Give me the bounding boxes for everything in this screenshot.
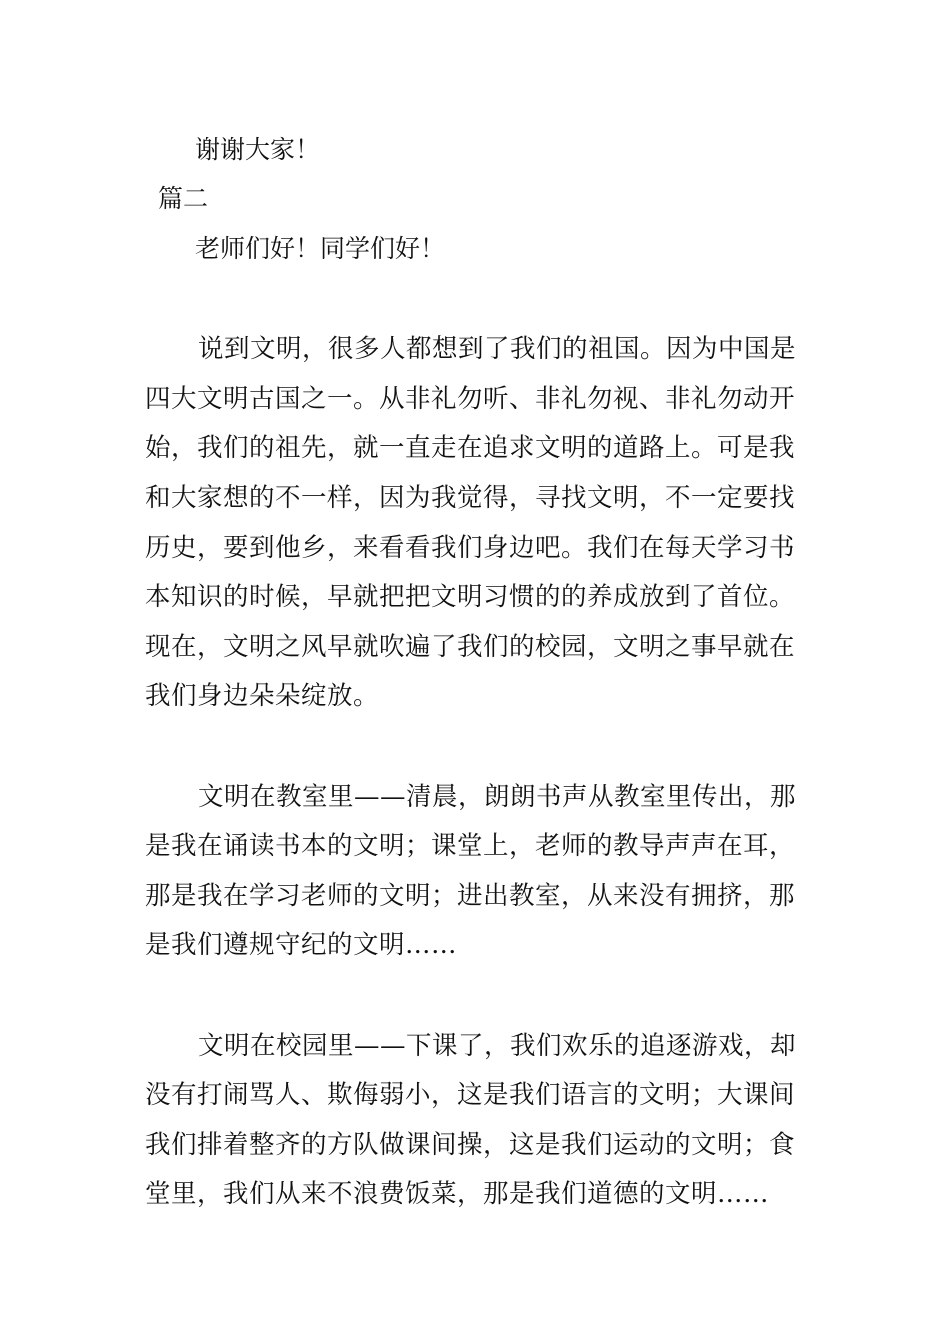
paragraph-1-line-1: 说到文明，很多人都想到了我们的祖国。因为中国是 (198, 334, 797, 364)
paragraph-3-line-1: 文明在校园里——下课了，我们欢乐的追逐游戏，却 (198, 1031, 797, 1061)
paragraph-1-line-7: 现在，文明之风早就吹遍了我们的校园，文明之事早就在 (145, 632, 796, 662)
paragraph-3-line-2: 没有打闹骂人、欺侮弱小，这是我们语言的文明；大课间 (145, 1080, 796, 1110)
greeting-line: 老师们好！同学们好！ (195, 234, 446, 263)
closing-line: 谢谢大家！ (195, 135, 321, 164)
paragraph-2-line-2: 是我在诵读书本的文明；课堂上，老师的教导声声在耳， (145, 831, 796, 861)
paragraph-2-line-1: 文明在教室里——清晨，朗朗书声从教室里传出，那 (198, 782, 797, 812)
paragraph-1-line-6: 本知识的时候，早就把把文明习惯的的养成放到了首位。 (145, 582, 796, 612)
paragraph-1-line-8: 我们身边朵朵绽放。 (145, 681, 380, 711)
paragraph-3-line-4: 堂里，我们从来不浪费饭菜，那是我们道德的文明…… (145, 1179, 770, 1209)
paragraph-1-line-2: 四大文明古国之一。从非礼勿听、非礼勿视、非礼勿动开 (145, 384, 796, 414)
paragraph-1-line-4: 和大家想的不一样，因为我觉得，寻找文明，不一定要找 (145, 483, 796, 513)
paragraph-2-line-4: 是我们遵规守纪的文明…… (145, 930, 458, 960)
paragraph-2-line-3: 那是我在学习老师的文明；进出教室，从来没有拥挤，那 (145, 881, 796, 911)
paragraph-1-line-5: 历史，要到他乡，来看看我们身边吧。我们在每天学习书 (145, 533, 796, 563)
paragraph-1-line-3: 始，我们的祖先，就一直走在追求文明的道路上。可是我 (145, 433, 796, 463)
paragraph-3-line-3: 我们排着整齐的方队做课间操，这是我们运动的文明；食 (145, 1130, 796, 1160)
section-heading: 篇二 (158, 184, 209, 213)
